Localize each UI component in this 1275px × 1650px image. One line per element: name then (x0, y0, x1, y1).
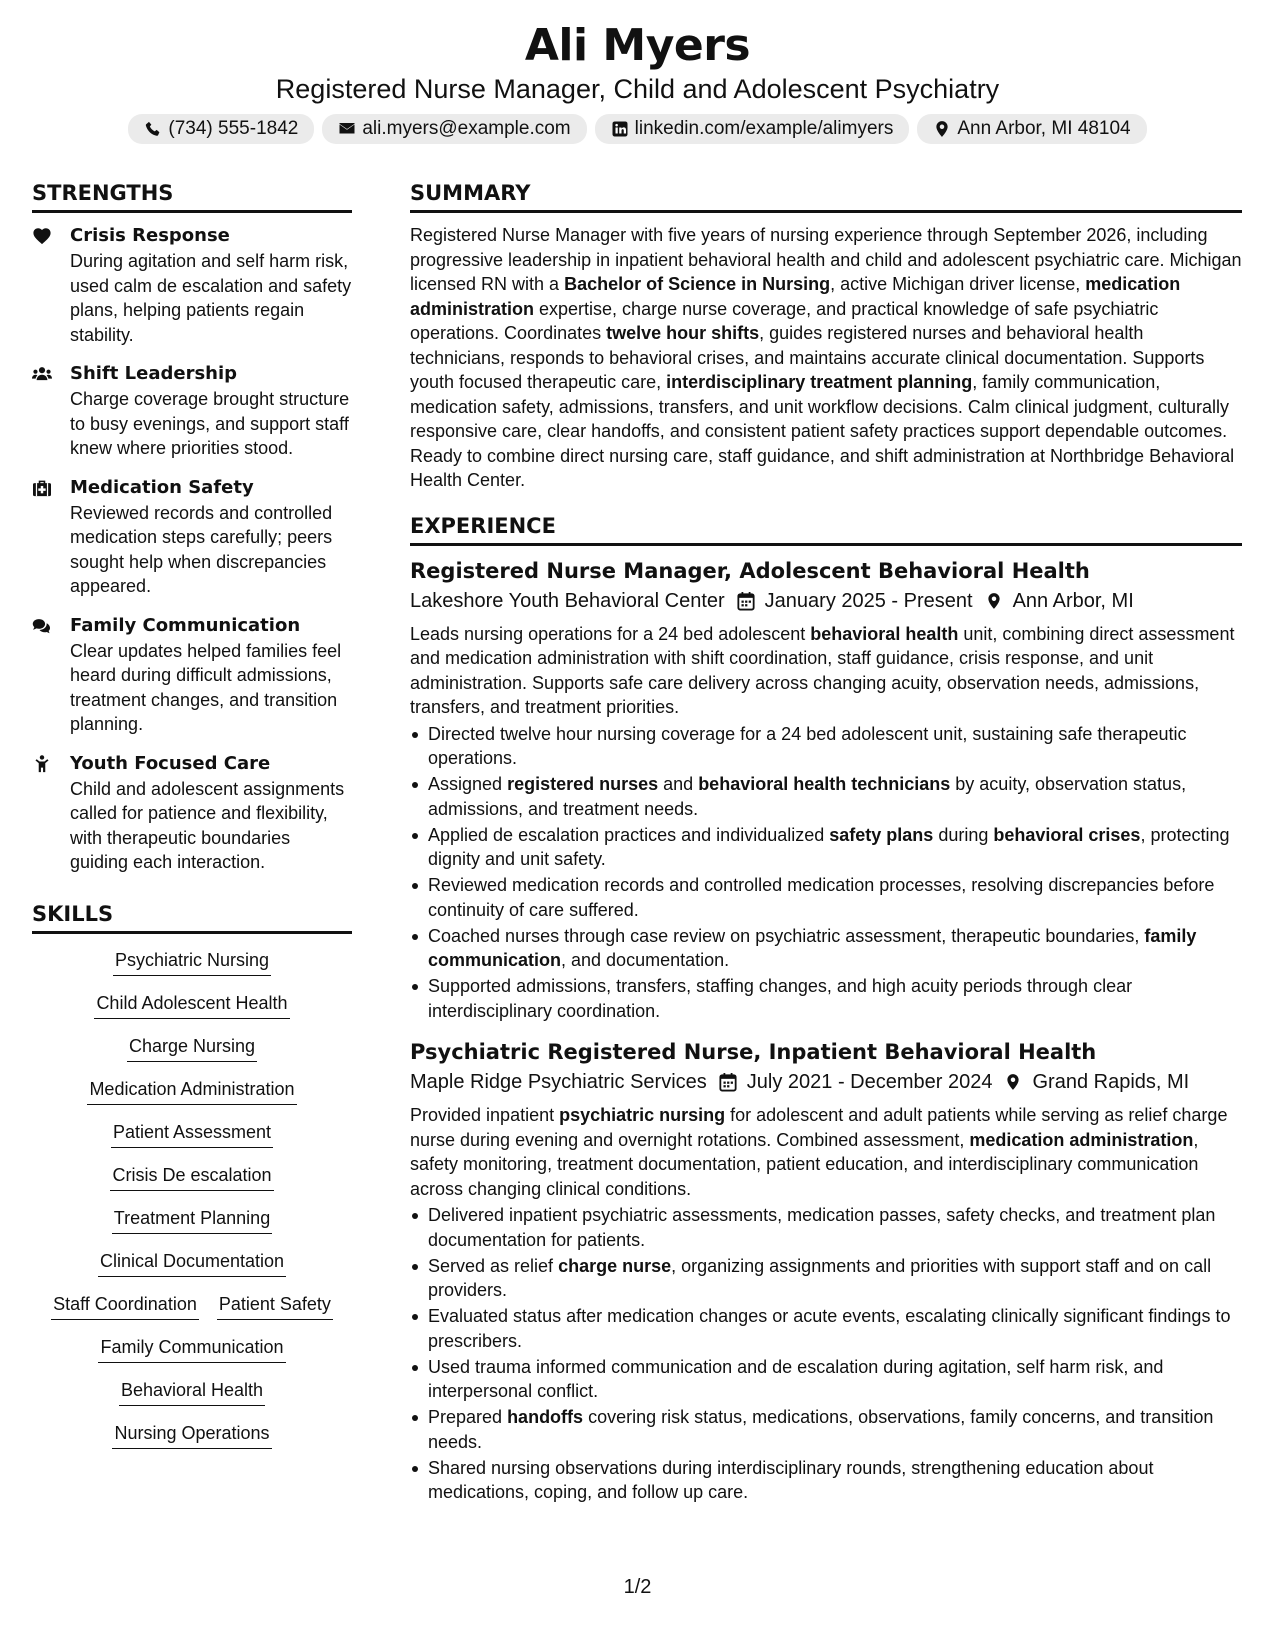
strength-title: Medication Safety (70, 476, 254, 498)
job-intro: Provided inpatient psychiatric nursing for adolescent and adult patients while serving as relief charge nurse during evening and overnight rotations. Combined assessment, medication administration, safety monitoring, treatment documentation, patient education, and interdisciplinary communication across changing clinical conditions. (410, 1105, 1228, 1199)
contact-phone[interactable] (128, 114, 314, 144)
strength-desc: Reviewed records and controlled medication steps carefully; peers sought help when discrepancies appeared. (70, 502, 333, 596)
strength-desc: Charge coverage brought structure to busy evenings, and support staff knew where priorities stood. (70, 389, 350, 458)
emphasis-text: safety plans (829, 824, 934, 845)
strength-item (32, 613, 352, 737)
bullet-item: Coached nurses through case review on psychiatric assessment, therapeutic boundaries, family communication, and documentation. (428, 924, 1242, 973)
skills-heading: SKILLS (32, 899, 352, 934)
job-title: Psychiatric Registered Nurse, Inpatient Behavioral Health (410, 1040, 1097, 1064)
skill-tag: Family Communication (98, 1335, 285, 1363)
skill-tag: Behavioral Health (119, 1378, 265, 1406)
job-bullets (410, 722, 1242, 1024)
strength-title: Shift Leadership (70, 363, 238, 384)
strength-desc: During agitation and self harm risk, used calm de escalation and safety plans, helping patients regain stability. (70, 251, 352, 345)
job-title: Registered Nurse Manager, Adolescent Behavioral Health (410, 558, 1090, 583)
resume-header (0, 20, 1275, 144)
map-pin-icon (1004, 1072, 1022, 1092)
email-text: ali.myers@example.com (362, 118, 571, 139)
phone-icon (144, 120, 162, 138)
skill-tag: Treatment Planning (112, 1206, 272, 1234)
skill-tag: Crisis De escalation (110, 1163, 273, 1191)
emphasis-text: psychiatric nursing (559, 1105, 726, 1125)
contact-email[interactable] (322, 114, 586, 144)
bullet-item: Shared nursing observations during interdisciplinary rounds, strengthening education about medications, coping, and follow up care. (428, 1456, 1242, 1505)
strength-item (32, 751, 352, 875)
emphasis-text: registered nurses (507, 774, 659, 794)
bullet-item: Reviewed medication records and controlled medication processes, resolving discrepancies before continuity of care suffered. (428, 873, 1242, 922)
comments-icon (32, 617, 52, 635)
job-entry (410, 1037, 1242, 1505)
skill-tag: Patient Assessment (111, 1120, 273, 1148)
job-meta (410, 1067, 1242, 1097)
bullet-item: Directed twelve hour nursing coverage for a 24 bed adolescent unit, sustaining safe therapeutic operations. (428, 722, 1242, 771)
bullet-item: Supported admissions, transfers, staffing changes, and high acuity periods through clear interdisciplinary coordination. (428, 974, 1242, 1023)
job-dates: July 2021 - December 2024 (746, 1071, 993, 1093)
emphasis-text: Bachelor of Science in Nursing (564, 274, 831, 294)
calendar-icon (719, 1072, 737, 1092)
strength-desc: Child and adolescent assignments called for patience and flexibility, with therapeutic boundaries guiding each interaction. (70, 778, 345, 872)
child-icon (32, 755, 52, 773)
skill-tag: Medication Administration (87, 1077, 296, 1105)
job-meta (410, 586, 1242, 616)
job-location: Grand Rapids, MI (1032, 1071, 1190, 1093)
strengths-heading: STRENGTHS (32, 178, 352, 213)
emphasis-text: behavioral health technicians (698, 774, 951, 794)
envelope-icon (338, 120, 356, 138)
contact-linkedin[interactable] (595, 114, 910, 144)
job-intro: Leads nursing operations for a 24 bed adolescent behavioral health unit, combining direct assessment and medication administration with shift coordination, staff guidance, crisis response, and unit administration. Supports safe care delivery across changing acuity, observation needs, admissions, transfers, and treatment priorities. (410, 623, 1235, 717)
strength-item (32, 475, 352, 599)
skills-list (32, 944, 352, 1464)
page-number: 1/2 (623, 1576, 652, 1598)
job-location: Ann Arbor, MI (1012, 589, 1134, 612)
emphasis-text: behavioral crises (993, 824, 1141, 845)
skill-tag: Staff Coordination (51, 1292, 199, 1320)
skill-tag: Charge Nursing (127, 1034, 257, 1062)
employer: Lakeshore Youth Behavioral Center (410, 589, 725, 612)
job-bullets (410, 1203, 1242, 1505)
emphasis-text: medication administration (410, 274, 1181, 319)
summary-heading: SUMMARY (410, 178, 1242, 213)
emphasis-text: charge nurse (558, 1255, 672, 1276)
strength-item (32, 223, 352, 347)
map-pin-icon (933, 120, 951, 138)
linkedin-text: linkedin.com/example/alimyers (634, 118, 894, 139)
summary-text: Registered Nurse Manager with five years of nursing experience through September 2026, including progressive leadership in inpatient behavioral health and child and adolescent psychiatric care. Michigan licensed RN with a Bachelor of Science in Nursing, active Michigan driver license, medication administration expertise, charge nurse coverage, and practical knowledge of safe psychiatric operations. Coordinates twelve hour shifts, guides registered nurses and behavioral health technicians, responds to behavioral crises, and maintains accurate clinical documentation. Supports youth focused therapeutic care, interdisciplinary treatment planning, family communication, medication safety, admissions, transfers, and unit workflow decisions. Calm clinical judgment, culturally responsive care, clear handoffs, and consistent patient safety practices support dependable outcomes. Ready to combine direct nursing care, staff guidance, and shift administration at Northbridge Behavioral Health Center. (410, 225, 1242, 490)
skill-tag: Patient Safety (217, 1292, 333, 1320)
emphasis-text: interdisciplinary treatment planning (666, 372, 973, 392)
heart-icon (32, 227, 52, 245)
skill-tag: Child Adolescent Health (94, 991, 289, 1019)
candidate-title: Registered Nurse Manager, Child and Adolescent Psychiatry (275, 74, 1000, 104)
bullet-item: Delivered inpatient psychiatric assessments, medication passes, safety checks, and treatment plan documentation for patients. (428, 1203, 1242, 1252)
bullet-item: Evaluated status after medication changes or acute events, escalating clinically significant findings to prescribers. (428, 1304, 1242, 1353)
strength-item (32, 361, 352, 461)
medical-kit-icon (32, 479, 52, 497)
bullet-item: Served as relief charge nurse, organizing assignments and priorities with support staff and on call providers. (428, 1254, 1242, 1303)
candidate-name: Ali Myers (524, 20, 751, 71)
strength-desc: Clear updates helped families feel heard during difficult admissions, treatment changes, and transition planning. (70, 640, 342, 734)
emphasis-text: twelve hour shifts (606, 323, 760, 343)
strength-title: Crisis Response (70, 225, 230, 246)
bullet-item: Applied de escalation practices and individualized safety plans during behavioral crises, protecting dignity and unit safety. (428, 823, 1242, 872)
calendar-icon (737, 591, 755, 611)
map-pin-icon (985, 591, 1003, 611)
contact-location (917, 114, 1146, 144)
job-entry (410, 556, 1242, 1024)
emphasis-text: handoffs (507, 1407, 584, 1427)
skill-tag: Nursing Operations (112, 1421, 271, 1449)
linkedin-icon (611, 120, 629, 138)
experience-heading: EXPERIENCE (410, 511, 1242, 546)
strength-title: Youth Focused Care (70, 752, 271, 774)
skill-tag: Clinical Documentation (98, 1249, 286, 1277)
bullet-item: Assigned registered nurses and behavioral health technicians by acuity, observation status, admissions, and treatment needs. (428, 772, 1242, 821)
emphasis-text: family communication (428, 925, 1197, 970)
phone-text: (734) 555-1842 (168, 118, 299, 139)
bullet-item: Prepared handoffs covering risk status, medications, observations, family concerns, and transition needs. (428, 1405, 1242, 1454)
left-column (32, 178, 352, 1464)
job-dates: January 2025 - Present (764, 589, 973, 612)
employer: Maple Ridge Psychiatric Services (410, 1071, 707, 1093)
contact-bar (0, 114, 1275, 144)
users-icon (32, 365, 52, 383)
emphasis-text: medication administration (969, 1129, 1194, 1150)
bullet-item: Used trauma informed communication and de escalation during agitation, self harm risk, and interpersonal conflict. (428, 1355, 1242, 1404)
right-column (410, 178, 1242, 1506)
strength-title: Family Communication (70, 614, 301, 636)
location-text: Ann Arbor, MI 48104 (957, 118, 1131, 139)
skill-tag: Psychiatric Nursing (113, 948, 271, 976)
emphasis-text: behavioral health (810, 623, 959, 644)
